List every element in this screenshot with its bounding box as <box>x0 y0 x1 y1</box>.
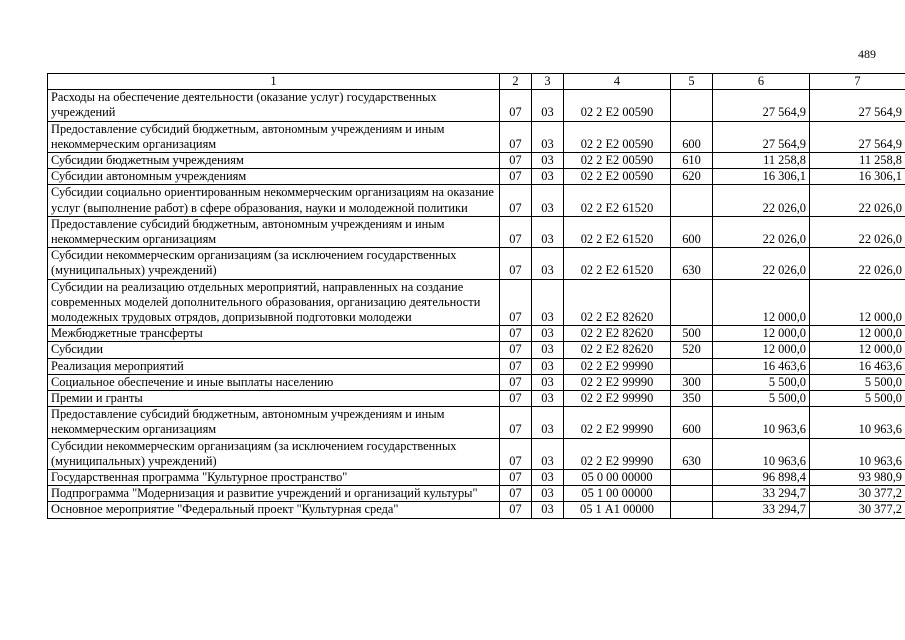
page-number: 489 <box>858 47 876 61</box>
row-section: 07 <box>500 470 532 486</box>
row-target-code: 02 2 Е2 61520 <box>564 185 671 216</box>
row-expense-type: 610 <box>671 153 713 169</box>
row-amount-year1: 5 500,0 <box>713 374 810 390</box>
row-amount-year1: 27 564,9 <box>713 121 810 152</box>
row-name: Межбюджетные трансферты <box>48 326 500 342</box>
row-subsection: 03 <box>532 502 564 518</box>
row-amount-year2: 12 000,0 <box>810 342 905 358</box>
row-amount-year1: 33 294,7 <box>713 502 810 518</box>
table-row <box>48 279 905 326</box>
row-target-code: 02 2 Е2 99990 <box>564 374 671 390</box>
row-subsection: 03 <box>532 358 564 374</box>
row-target-code: 02 2 Е2 99990 <box>564 391 671 407</box>
row-amount-year1: 16 463,6 <box>713 358 810 374</box>
row-amount-year1: 22 026,0 <box>713 185 810 216</box>
row-expense-type: 350 <box>671 391 713 407</box>
row-section: 07 <box>500 407 532 438</box>
row-name: Расходы на обеспечение деятельности (оказание услуг) государственных учреждений <box>48 90 500 121</box>
table-row <box>48 470 905 486</box>
row-amount-year1: 11 258,8 <box>713 153 810 169</box>
row-section: 07 <box>500 169 532 185</box>
row-expense-type <box>671 502 713 518</box>
row-amount-year1: 16 306,1 <box>713 169 810 185</box>
row-expense-type <box>671 279 713 326</box>
row-subsection: 03 <box>532 169 564 185</box>
row-expense-type <box>671 470 713 486</box>
row-target-code: 02 2 Е2 82620 <box>564 342 671 358</box>
row-target-code: 02 2 Е2 99990 <box>564 407 671 438</box>
row-target-code: 02 2 Е2 00590 <box>564 90 671 121</box>
table-row <box>48 185 905 216</box>
row-amount-year1: 12 000,0 <box>713 279 810 326</box>
row-subsection: 03 <box>532 121 564 152</box>
row-name: Субсидии некоммерческим организациям (за исключением государственных (муниципальных) учреждений) <box>48 438 500 469</box>
budget-table <box>47 73 905 519</box>
row-section: 07 <box>500 279 532 326</box>
row-section: 07 <box>500 502 532 518</box>
row-expense-type: 630 <box>671 248 713 279</box>
row-subsection: 03 <box>532 279 564 326</box>
row-amount-year2: 12 000,0 <box>810 326 905 342</box>
row-amount-year1: 10 963,6 <box>713 438 810 469</box>
row-section: 07 <box>500 438 532 469</box>
row-name: Реализация мероприятий <box>48 358 500 374</box>
row-name: Социальное обеспечение и иные выплаты населению <box>48 374 500 390</box>
row-subsection: 03 <box>532 407 564 438</box>
row-subsection: 03 <box>532 438 564 469</box>
row-amount-year2: 16 306,1 <box>810 169 905 185</box>
row-target-code: 05 0 00 00000 <box>564 470 671 486</box>
table-row <box>48 216 905 247</box>
row-expense-type: 600 <box>671 121 713 152</box>
row-amount-year2: 12 000,0 <box>810 279 905 326</box>
table-row <box>48 169 905 185</box>
row-amount-year2: 5 500,0 <box>810 374 905 390</box>
row-amount-year2: 30 377,2 <box>810 502 905 518</box>
row-name: Предоставление субсидий бюджетным, автономным учреждениям и иным некоммерческим организациям <box>48 216 500 247</box>
header-cell: 4 <box>564 74 671 90</box>
row-amount-year2: 10 963,6 <box>810 407 905 438</box>
row-expense-type: 500 <box>671 326 713 342</box>
table-row <box>48 374 905 390</box>
table-row <box>48 438 905 469</box>
row-target-code: 02 2 Е2 99990 <box>564 438 671 469</box>
row-section: 07 <box>500 342 532 358</box>
row-target-code: 02 2 Е2 61520 <box>564 216 671 247</box>
header-cell: 7 <box>810 74 905 90</box>
table-header-row <box>48 74 905 90</box>
table-row <box>48 391 905 407</box>
header-cell: 2 <box>500 74 532 90</box>
row-amount-year1: 33 294,7 <box>713 486 810 502</box>
row-name: Субсидии <box>48 342 500 358</box>
row-amount-year1: 12 000,0 <box>713 326 810 342</box>
row-section: 07 <box>500 391 532 407</box>
table-body <box>48 90 905 518</box>
row-target-code: 02 2 Е2 00590 <box>564 153 671 169</box>
row-amount-year2: 11 258,8 <box>810 153 905 169</box>
row-subsection: 03 <box>532 90 564 121</box>
row-amount-year2: 5 500,0 <box>810 391 905 407</box>
row-amount-year2: 10 963,6 <box>810 438 905 469</box>
row-name: Субсидии социально ориентированным некоммерческим организациям на оказание услуг (выполнение работ) в сфере образования, науки и молодежной политики <box>48 185 500 216</box>
row-expense-type: 630 <box>671 438 713 469</box>
row-amount-year2: 93 980,9 <box>810 470 905 486</box>
table-row <box>48 407 905 438</box>
row-target-code: 05 1 00 00000 <box>564 486 671 502</box>
row-amount-year1: 22 026,0 <box>713 216 810 247</box>
row-section: 07 <box>500 486 532 502</box>
row-section: 07 <box>500 358 532 374</box>
row-section: 07 <box>500 326 532 342</box>
row-section: 07 <box>500 121 532 152</box>
row-subsection: 03 <box>532 486 564 502</box>
header-cell: 3 <box>532 74 564 90</box>
row-subsection: 03 <box>532 248 564 279</box>
row-name: Субсидии некоммерческим организациям (за исключением государственных (муниципальных) учреждений) <box>48 248 500 279</box>
row-amount-year1: 96 898,4 <box>713 470 810 486</box>
row-section: 07 <box>500 153 532 169</box>
row-amount-year2: 22 026,0 <box>810 248 905 279</box>
row-subsection: 03 <box>532 153 564 169</box>
row-amount-year2: 22 026,0 <box>810 185 905 216</box>
table-row <box>48 326 905 342</box>
row-amount-year1: 10 963,6 <box>713 407 810 438</box>
row-subsection: 03 <box>532 216 564 247</box>
row-name: Субсидии бюджетным учреждениям <box>48 153 500 169</box>
row-expense-type: 520 <box>671 342 713 358</box>
table-row <box>48 502 905 518</box>
table-row <box>48 486 905 502</box>
row-name: Подпрограмма "Модернизация и развитие учреждений и организаций культуры" <box>48 486 500 502</box>
row-subsection: 03 <box>532 342 564 358</box>
row-subsection: 03 <box>532 391 564 407</box>
header-cell: 5 <box>671 74 713 90</box>
row-amount-year2: 22 026,0 <box>810 216 905 247</box>
row-subsection: 03 <box>532 185 564 216</box>
row-name: Субсидии на реализацию отдельных мероприятий, направленных на создание современных моделей дополнительного образования, организацию деятельности молодежных трудовых отрядов, допризывной подготовки молодежи <box>48 279 500 326</box>
row-subsection: 03 <box>532 326 564 342</box>
table-row <box>48 90 905 121</box>
row-name: Субсидии автономным учреждениям <box>48 169 500 185</box>
row-expense-type <box>671 185 713 216</box>
row-name: Государственная программа "Культурное пространство" <box>48 470 500 486</box>
row-amount-year1: 12 000,0 <box>713 342 810 358</box>
row-amount-year2: 27 564,9 <box>810 90 905 121</box>
table-row <box>48 342 905 358</box>
row-section: 07 <box>500 90 532 121</box>
row-expense-type <box>671 486 713 502</box>
row-target-code: 02 2 Е2 82620 <box>564 326 671 342</box>
row-target-code: 05 1 А1 00000 <box>564 502 671 518</box>
header-cell: 6 <box>713 74 810 90</box>
row-expense-type: 300 <box>671 374 713 390</box>
row-section: 07 <box>500 216 532 247</box>
table-row <box>48 153 905 169</box>
table-row <box>48 248 905 279</box>
row-section: 07 <box>500 248 532 279</box>
row-name: Премии и гранты <box>48 391 500 407</box>
row-expense-type: 600 <box>671 407 713 438</box>
row-amount-year1: 27 564,9 <box>713 90 810 121</box>
header-cell: 1 <box>48 74 500 90</box>
row-expense-type: 600 <box>671 216 713 247</box>
row-amount-year1: 22 026,0 <box>713 248 810 279</box>
row-target-code: 02 2 Е2 99990 <box>564 358 671 374</box>
table-row <box>48 358 905 374</box>
row-subsection: 03 <box>532 470 564 486</box>
row-target-code: 02 2 Е2 61520 <box>564 248 671 279</box>
row-name: Предоставление субсидий бюджетным, автономным учреждениям и иным некоммерческим организациям <box>48 121 500 152</box>
table-row <box>48 121 905 152</box>
row-amount-year2: 30 377,2 <box>810 486 905 502</box>
row-expense-type <box>671 358 713 374</box>
row-target-code: 02 2 Е2 82620 <box>564 279 671 326</box>
row-name: Предоставление субсидий бюджетным, автономным учреждениям и иным некоммерческим организациям <box>48 407 500 438</box>
row-name: Основное мероприятие "Федеральный проект "Культурная среда" <box>48 502 500 518</box>
row-subsection: 03 <box>532 374 564 390</box>
row-section: 07 <box>500 374 532 390</box>
row-target-code: 02 2 Е2 00590 <box>564 121 671 152</box>
row-amount-year2: 16 463,6 <box>810 358 905 374</box>
row-amount-year2: 27 564,9 <box>810 121 905 152</box>
row-target-code: 02 2 Е2 00590 <box>564 169 671 185</box>
row-expense-type: 620 <box>671 169 713 185</box>
row-section: 07 <box>500 185 532 216</box>
row-expense-type <box>671 90 713 121</box>
row-amount-year1: 5 500,0 <box>713 391 810 407</box>
